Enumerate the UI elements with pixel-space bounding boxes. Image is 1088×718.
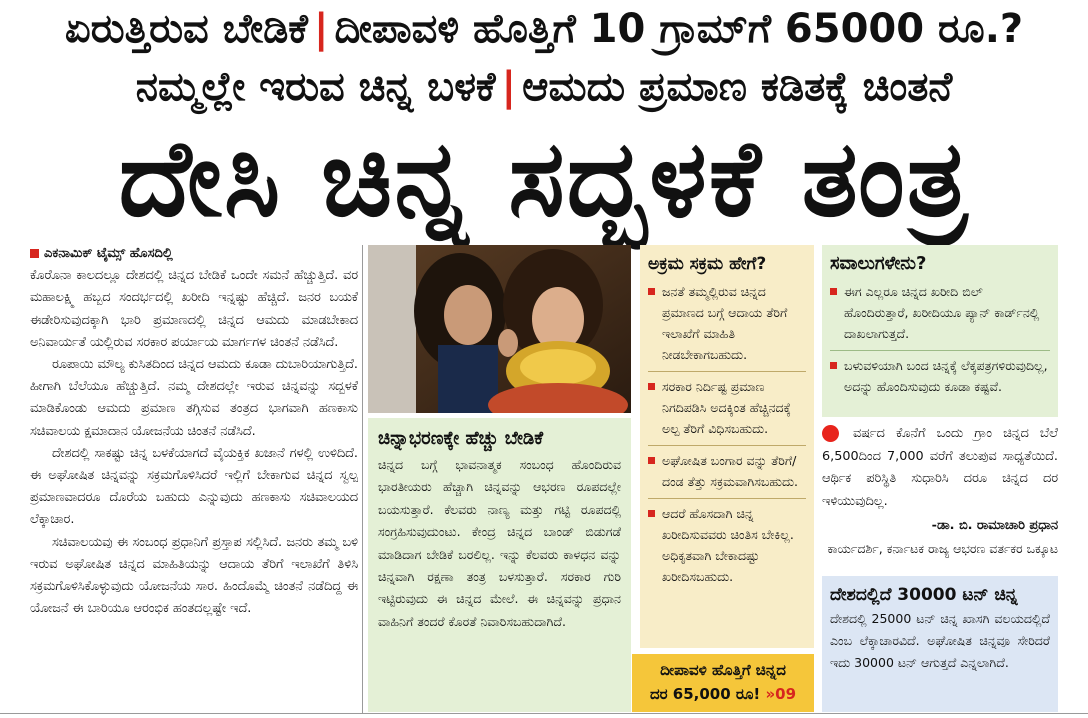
gold-stock-title: ದೇಶದಲ್ಲಿದೆ 30000 ಟನ್ ಚಿನ್ನ (830, 585, 1018, 605)
kicker-line-2 (0, 64, 1088, 110)
regularisation-box (640, 245, 814, 648)
list-item-text: ಈಗ ಎಲ್ಲರೂ ಚಿನ್ನದ ಖರೀದಿ ಬಿಲ್ ಹೊಂದಿರುತ್ತಾರೆ, ಖರೀದಿಯೂ ಪ್ಯಾನ್ ಕಾರ್ಡ್‌ನಲ್ಲಿ ದಾಖಲಾಗುತ್ತದೆ. (844, 284, 1040, 341)
promo-line-1: ದೀಪಾವಳಿ ಹೊತ್ತಿಗೆ ಚಿನ್ನದ (660, 661, 786, 679)
demand-box-title: ಚಿನ್ನಾಭರಣಕ್ಕೇ ಹೆಚ್ಚು ಬೇಡಿಕೆ (378, 428, 544, 449)
column-divider (362, 245, 363, 713)
challenges-box (822, 245, 1058, 417)
square-bullet-icon (648, 510, 655, 517)
story-paragraph: ರೂಪಾಯಿ ಮೌಲ್ಯ ಕುಸಿತದಿಂದ ಚಿನ್ನದ ಆಮದು ಕೂಡಾ ದುಬಾರಿಯಾಗುತ್ತಿದೆ. ಹೀಗಾಗಿ ಬೆಲೆಯೂ ಹೆಚ್ಚುತ್ತಿದೆ. ನಮ್ಮ ದೇಶದಲ್ಲೇ ಇರುವ ಚಿನ್ನವನ್ನು ಸದ್ಬಳಕೆ ಮಾಡಿಕೊಂಡು ಆಮದು ಪ್ರಮಾಣ ತಗ್ಗಿಸುವ ತಂತ್ರದ ಭಾಗವಾಗಿ ಹಣಕಾಸು ಸಚಿವಾಲಯ ಕ್ಷಮಾದಾನ ಯೋಜನೆಯ ಚಿಂತನೆ ನಡೆಸಿದೆ. (30, 357, 358, 439)
list-item-text: ಜನತೆ ತಮ್ಮಲ್ಲಿರುವ ಚಿನ್ನದ ಪ್ರಮಾಣದ ಬಗ್ಗೆ ಆದಾಯ ತೆರಿಗೆ ಇಲಾಖೆಗೆ ಮಾಹಿತಿ ನೀಡಬೇಕಾಗಬಹುದು. (662, 284, 788, 362)
square-bullet-icon (648, 383, 655, 390)
promo-teaser[interactable] (632, 654, 814, 712)
list-item (648, 277, 806, 372)
kicker-1-right: ದೀಪಾವಳಿ ಹೊತ್ತಿಗೆ 10 ಗ್ರಾಮ್‌ಗೆ 65000 ರೂ.? (334, 6, 1024, 52)
demand-box-text: ಚಿನ್ನದ ಬಗ್ಗೆ ಭಾವನಾತ್ಮಕ ಸಂಬಂಧ ಹೊಂದಿರುವ ಭಾರತೀಯರು ಹೆಚ್ಚಾಗಿ ಚಿನ್ನವನ್ನು ಆಭರಣ ರೂಪದಲ್ಲೇ ಬಯಸುತ್ತಾರೆ. ಕೆಲವರು ನಾಣ್ಯ ಮತ್ತು ಗಟ್ಟಿ ರೂಪದಲ್ಲಿ ಸಂಗ್ರಹಿಸುವುದುಂಟು. ಕೇಂದ್ರ ಚಿನ್ನದ ಬಾಂಡ್ ಬಿಡುಗಡೆ ಮಾಡಿದಾಗ ಬೇಡಿಕೆ ಬರಲಿಲ್ಲ. ಇನ್ನು ಕೆಲವರು ಕಾಳಧನ ವನ್ನು ಚಿನ್ನವಾಗಿ ರಕ್ಷಣಾ ತಂತ್ರ ಬಳಸುತ್ತಾರೆ. ಸರಕಾರ ಗುರಿ ಇಟ್ಟಿರುವುದು ಈ ಚಿನ್ನದ ಮೇಲೆ. ಈ ಚಿನ್ನವನ್ನು ಪ್ರಧಾನ ವಾಹಿನಿಗೆ ತಂದರೆ ಕೊರತೆ ನಿವಾರಿಸಬಹುದಾಗಿದೆ. (378, 457, 621, 629)
kicker-line-1 (0, 6, 1088, 52)
kicker-2-right: ಆಮದು ಪ್ರಮಾಣ ಕಡಿತಕ್ಕೆ ಚಿಂತನೆ (522, 64, 953, 110)
story-paragraph: ಸಚಿವಾಲಯವು ಈ ಸಂಬಂಧ ಪ್ರಧಾನಿಗೆ ಪ್ರಸ್ತಾಪ ಸಲ್ಲಿಸಿದೆ. ಜನರು ತಮ್ಮ ಬಳಿ ಇರುವ ಅಘೋಷಿತ ಚಿನ್ನದ ಮಾಹಿತಿಯನ್ನು ಆದಾಯ ತೆರಿಗೆ ಇಲಾಖೆಗೆ ತಿಳಿಸಿ ಸಕ್ರಮಗೊಳಿಸಿಕೊಳ್ಳುವುದು ಯೋಜನೆಯ ಸಾರ. ಹಿಂದೊಮ್ಮೆ ಚಿಂತನೆ ನಡೆದಿದ್ದ ಈ ಯೋಜನೆ ಈ ಬಾರಿಯೂ ಆರಂಭಿಕ ಹಂತದಲ್ಲಷ್ಟೇ ಇದೆ. (30, 534, 358, 617)
list-item (830, 351, 1050, 403)
list-item-text: ಸರಕಾರ ನಿರ್ದಿಷ್ಟ ಪ್ರಮಾಣ ನಿಗದಿಪಡಿಸಿ ಅದಕ್ಕಿಂತ ಹೆಚ್ಚಿನದಕ್ಕೆ ಅಲ್ಪ ತೆರಿಗೆ ವಿಧಿಸಬಹುದು. (662, 379, 791, 436)
challenges-box-title: ಸವಾಲುಗಳೇನು? (830, 253, 927, 274)
list-item-text: ಆದರೆ ಹೊಸದಾಗಿ ಚಿನ್ನ ಖರೀದಿಸುವವರು ಚಿಂತಿಸ ಬೇಕಿಲ್ಲ. ಅಧಿಕೃತವಾಗಿ ಬೇಕಾದಷ್ಟು ಖರೀದಿಸಬಹುದು. (662, 506, 794, 584)
square-bullet-icon (830, 288, 837, 295)
list-item (648, 372, 806, 446)
dateline-text: ಎಕನಾಮಿಕ್ ಟೈಮ್ಸ್ ಹೊಸದಿಲ್ಲಿ (44, 246, 173, 261)
list-item (648, 446, 806, 499)
square-bullet-icon (648, 288, 655, 295)
expert-quote (822, 423, 1058, 571)
square-bullet-icon (30, 249, 39, 258)
kicker-2-left: ನಮ್ಮಲ್ಲೇ ಇರುವ ಚಿನ್ನ ಬಳಕೆ (135, 64, 496, 110)
dateline (30, 243, 358, 265)
square-bullet-icon (648, 457, 655, 464)
kicker-separator: | (313, 6, 329, 52)
story-paragraph: ದೇಶದಲ್ಲಿ ಸಾಕಷ್ಟು ಚಿನ್ನ ಬಳಕೆಯಾಗದೆ ವೈಯಕ್ತಿಕ ಖಜಾನೆ ಗಳಲ್ಲಿ ಉಳಿದಿದೆ. ಈ ಅಘೋಷಿತ ಚಿನ್ನವನ್ನು ಸಕ್ರಮಗೊಳಿಸಿದರೆ ಇಲ್ಲಿಗೆ ಬೇಕಾಗುವ ಚಿನ್ನದ ಸ್ವಲ್ಪ ಪ್ರಮಾಣವಾದರೂ ದೊರೆಯ ಬಹುದು ಎನ್ನುವುದು ಹಣಕಾಸು ಸಚಿವಾಲಯದ ಲೆಕ್ಕಾಚಾರ. (30, 445, 358, 528)
promo-page-ref[interactable]: »09 (765, 685, 797, 703)
quote-text: ವರ್ಷದ ಕೊನೆಗೆ ಒಂದು ಗ್ರಾಂ ಚಿನ್ನದ ಬೆಲೆ 6,500ದಿಂದ 7,000 ವರೆಗೆ ತಲುಪುವ ಸಾಧ್ಯತೆಯಿದೆ. ಆರ್ಥಿಕ ಪರಿಸ್ಥಿತಿ ಸುಧಾರಿಸಿ ದರೂ ಚಿನ್ನದ ದರ ಇಳಿಯುವುದಿಲ್ಲ. (822, 426, 1058, 509)
list-item-text: ಬಳುವಳಿಯಾಗಿ ಬಂದ ಚಿನ್ನಕ್ಕೆ ಲೆಕ್ಕಪತ್ರಗಳಿರುವುದಿಲ್ಲ, ಅದನ್ನು ಹೊಂದಿಸುವುದು ಕೂಡಾ ಕಷ್ಟವೆ. (844, 358, 1048, 394)
jewellery-photo (368, 245, 631, 413)
list-item (830, 277, 1050, 351)
list-item (648, 499, 806, 593)
promo-line-2: ದರ 65,000 ರೂ! (649, 685, 761, 703)
quote-designation: ಕಾರ್ಯದರ್ಶಿ, ಕರ್ನಾಟಕ ರಾಜ್ಯ ಆಭರಣ ವರ್ತಕರ ಒಕ್ಕೂಟ (827, 540, 1058, 556)
bottom-rule (0, 713, 1088, 714)
jewellery-photo-illustration (368, 245, 631, 413)
demand-box (368, 418, 631, 712)
square-bullet-icon (830, 362, 837, 369)
kicker-separator: | (501, 64, 517, 110)
kicker-1-left: ಏರುತ್ತಿರುವ ಬೇಡಿಕೆ (64, 6, 308, 52)
gold-stock-text: ದೇಶದಲ್ಲಿ 25000 ಟನ್ ಚಿನ್ನ ಖಾಸಗಿ ವಲಯದಲ್ಲಿದೆ ಎಂಬ ಲೆಕ್ಕಾಚಾರವಿದೆ. ಅಘೋಷಿತ ಚಿನ್ನವೂ ಸೇರಿದರೆ ಇದು 30000 ಟನ್ ಆಗುತ್ತದೆ ಎನ್ನಲಾಗಿದೆ. (830, 611, 1050, 670)
red-dot-icon (822, 425, 839, 442)
story-paragraph: ಕೊರೊನಾ ಕಾಲದಲ್ಲೂ ದೇಶದಲ್ಲಿ ಚಿನ್ನದ ಬೇಡಿಕೆ ಒಂದೇ ಸಮನೆ ಹೆಚ್ಚುತ್ತಿದೆ. ವರ ಮಹಾಲಕ್ಷ್ಮಿ ಹಬ್ಬದ ಸಂದರ್ಭದಲ್ಲಿ ಖರೀದಿ ಇನ್ನಷ್ಟು ಹೆಚ್ಚಿದೆ. ಜನರ ಬಯಕೆ ಈಡೇರಿಸುವುದಕ್ಕಾಗಿ ಭಾರಿ ಪ್ರಮಾಣದಲ್ಲಿ ಚಿನ್ನದ ಆಮದು ಮಾಡಬೇಕಾದ ಅನಿವಾರ್ಯತೆ ಯಲ್ಲಿರುವ ಸರಕಾರ ಪರ್ಯಾಯ ಮಾರ್ಗಗಳ ಚಿಂತನೆ ನಡೆಸಿದೆ. (30, 268, 358, 350)
story-column (30, 243, 358, 713)
gold-stock-box (822, 576, 1058, 712)
main-headline: ದೇಸಿ ಚಿನ್ನ ಸದ್ಬಳಕೆ ತಂತ್ರ (118, 117, 970, 240)
regularisation-box-title: ಅಕ್ರಮ ಸಕ್ರಮ ಹೇಗೆ? (648, 254, 767, 274)
quote-author: -ಡಾ. ಬಿ. ರಾಮಾಚಾರಿ ಪ್ರಧಾನ (931, 518, 1058, 533)
list-item-text: ಅಘೋಷಿತ ಬಂಗಾರ ವನ್ನು ತೆರಿಗೆ/ದಂಡ ತೆತ್ತು ಸಕ್ರಮವಾಗಿಸಬಹುದು. (662, 453, 799, 489)
